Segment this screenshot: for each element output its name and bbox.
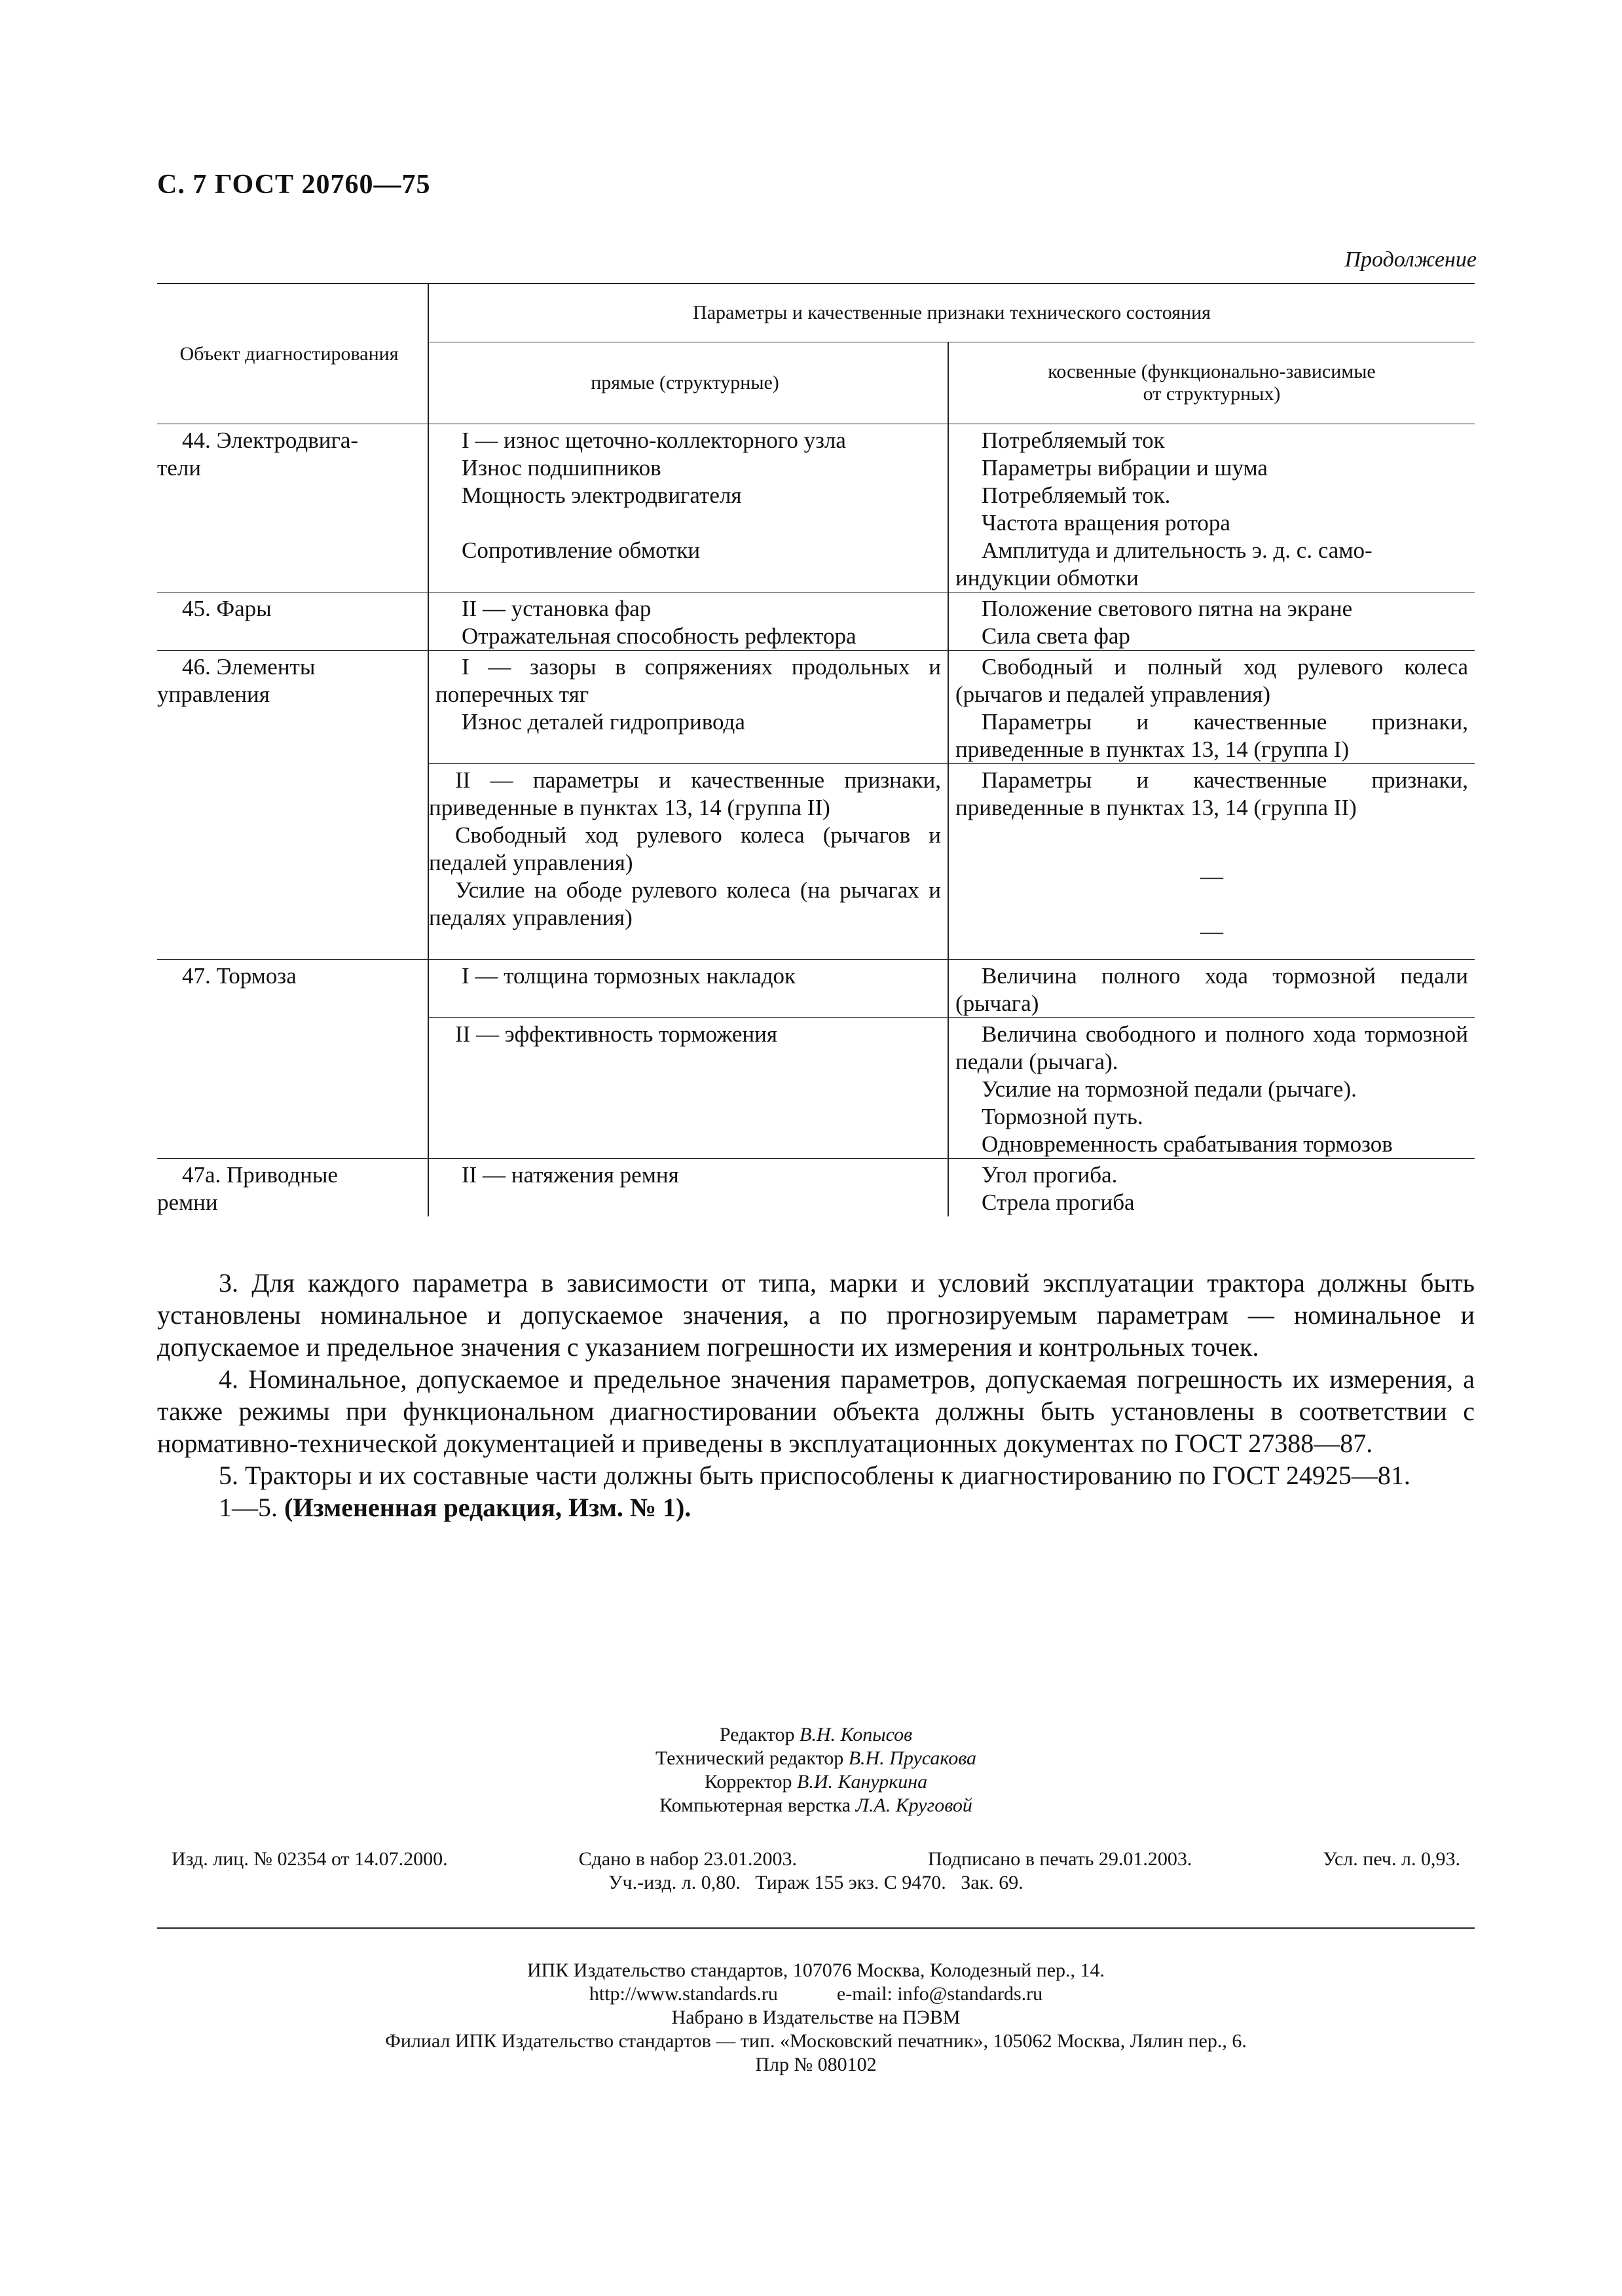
amendment-bold: (Измененная редакция, Изм. № 1). bbox=[284, 1493, 691, 1522]
object-name-line2: тели bbox=[157, 455, 202, 481]
credit-label: Компьютерная верстка bbox=[659, 1795, 851, 1816]
paragraph-5: 5. Тракторы и их составные части должны быть приспособлены к диагностированию по ГОСТ 24925—81. bbox=[219, 1461, 1410, 1490]
direct-line: II — установка фар bbox=[462, 596, 652, 621]
credits bbox=[157, 1723, 1475, 1817]
header-params: Параметры и качественные признаки технического состояния bbox=[428, 283, 1475, 342]
credit-name: В.И. Кануркина bbox=[797, 1771, 928, 1793]
indirect-line: Сила света фар bbox=[982, 623, 1130, 649]
imprint-license: Изд. лиц. № 02354 от 14.07.2000. bbox=[172, 1848, 448, 1870]
credit-tech-editor bbox=[157, 1747, 1475, 1770]
imprint-line1 bbox=[157, 1848, 1475, 1871]
publisher-contacts bbox=[157, 1982, 1475, 2006]
indirect-cell bbox=[948, 960, 1475, 1018]
direct-text: II — параметры и качественные признаки, приведенные в пунктах 13, 14 (группа II) bbox=[429, 767, 941, 820]
indirect-line: Потребляемый ток. bbox=[982, 483, 1171, 508]
indirect-text: Параметры и качественные признаки, приведенные в пунктах 13, 14 (группа I) bbox=[955, 709, 1468, 762]
publisher-email[interactable]: e-mail: info@standards.ru bbox=[836, 1983, 1043, 2005]
object-cell bbox=[157, 651, 428, 960]
table-row bbox=[157, 424, 1475, 592]
indirect-line: Параметры вибрации и шума bbox=[982, 455, 1268, 481]
table-row bbox=[157, 1159, 1475, 1217]
credit-name: В.Н. Копысов bbox=[800, 1724, 913, 1745]
direct-cell bbox=[428, 1159, 948, 1217]
indirect-cell bbox=[948, 1159, 1475, 1217]
direct-cell bbox=[428, 424, 948, 592]
direct-line: I — износ щеточно-коллекторного узла bbox=[462, 428, 846, 453]
table-row bbox=[157, 651, 1475, 764]
indirect-text: Угол прогиба. bbox=[982, 1162, 1118, 1188]
imprint-signed: Подписано в печать 29.01.2003. bbox=[927, 1848, 1192, 1870]
direct-text: Усилие на ободе рулевого колеса (на рычагах и педалях управления) bbox=[429, 877, 941, 930]
paragraph-3: 3. Для каждого параметра в зависимости от типа, марки и условий эксплуатации трактора должны быть установлены номинальное и допускаемое значения, а по прогнозируемым параметрам — номинальное и допускаемое и предельное значения с указанием погрешности их измерения и контрольных точек. bbox=[157, 1268, 1475, 1362]
credit-label: Редактор bbox=[719, 1724, 795, 1745]
indirect-text: Усилие на тормозной педали (рычаге). bbox=[982, 1076, 1357, 1102]
object-cell bbox=[157, 592, 428, 651]
direct-cell bbox=[428, 592, 948, 651]
object-name-line1: 46. Элементы bbox=[182, 654, 316, 680]
indirect-line: Частота вращения ротора bbox=[982, 510, 1230, 536]
indirect-text: Стрела прогиба bbox=[982, 1190, 1135, 1215]
object-cell bbox=[157, 1159, 428, 1217]
indirect-text: Свободный и полный ход рулевого колеса (рычагов и педалей управления) bbox=[955, 654, 1468, 707]
header-direct: прямые (структурные) bbox=[428, 342, 948, 424]
credit-label: Технический редактор bbox=[655, 1747, 844, 1769]
object-name-line1: 47а. Приводные bbox=[182, 1162, 338, 1188]
object-cell bbox=[157, 960, 428, 1159]
body-text bbox=[157, 1267, 1475, 1523]
imprint-sheets: Усл. печ. л. 0,93. bbox=[1323, 1848, 1460, 1870]
publisher-line3: Набрано в Издательстве на ПЭВМ bbox=[671, 2007, 961, 2028]
indirect-cell bbox=[948, 764, 1475, 960]
header-indirect-line2: от структурных) bbox=[1143, 383, 1281, 405]
object-name-line2: управления bbox=[157, 682, 270, 707]
imprint-sent: Сдано в набор 23.01.2003. bbox=[578, 1848, 798, 1870]
header-indirect bbox=[948, 342, 1475, 424]
indirect-dash: — bbox=[1200, 919, 1223, 944]
direct-cell bbox=[428, 764, 948, 960]
publisher-line1: ИПК Издательство стандартов, 107076 Москва, Колодезный пер., 14. bbox=[526, 1959, 1105, 1981]
amendment-prefix: 1—5. bbox=[219, 1493, 284, 1522]
direct-cell bbox=[428, 960, 948, 1018]
credit-name: В.Н. Прусакова bbox=[848, 1747, 977, 1769]
direct-text: Износ деталей гидропривода bbox=[462, 709, 745, 735]
indirect-cell bbox=[948, 1018, 1475, 1159]
diagnostics-table bbox=[157, 283, 1475, 1216]
indirect-dash: — bbox=[1200, 864, 1223, 889]
indirect-cell bbox=[948, 424, 1475, 592]
publisher-url[interactable]: http://www.standards.ru bbox=[589, 1983, 778, 2005]
direct-text: II — натяжения ремня bbox=[462, 1162, 679, 1188]
direct-text: II — эффективность торможения bbox=[455, 1021, 777, 1047]
imprint-line2: Уч.-изд. л. 0,80. Тираж 155 экз. С 9470. Зак. 69. bbox=[608, 1872, 1023, 1893]
direct-line: Отражательная способность рефлектора bbox=[462, 623, 857, 649]
direct-text: I — толщина тормозных накладок bbox=[462, 963, 796, 989]
credit-corrector bbox=[157, 1770, 1475, 1794]
imprint bbox=[157, 1848, 1475, 1895]
credit-name: Л.А. Круговой bbox=[855, 1795, 972, 1816]
header-object bbox=[157, 283, 428, 424]
indirect-cell bbox=[948, 592, 1475, 651]
direct-text: I — зазоры в сопряжениях продольных и поперечных тяг bbox=[435, 654, 941, 707]
direct-cell bbox=[428, 651, 948, 764]
header-indirect-line1: косвенные (функционально-зависимые bbox=[1048, 361, 1376, 382]
indirect-text: Тормозной путь. bbox=[982, 1104, 1143, 1129]
indirect-text: Величина полного хода тормозной педали (рычага) bbox=[955, 963, 1468, 1016]
amendment-note bbox=[157, 1491, 1475, 1523]
header-object-text: Объект диагностирования bbox=[179, 342, 399, 365]
paragraph-4: 4. Номинальное, допускаемое и предельное значения параметров, допускаемая погрешность их измерения, а также режимы при функциональном диагностировании объекта должны быть установлены в соответствии с нормативно-технической документацией и приведены в эксплуатационных документах по ГОСТ 27388—87. bbox=[157, 1364, 1475, 1458]
indirect-text: Параметры и качественные признаки, приведенные в пунктах 13, 14 (группа II) bbox=[955, 767, 1468, 820]
publisher-line4: Филиал ИПК Издательство стандартов — тип. «Московский печатник», 105062 Москва, Лялин пер., 6. bbox=[385, 2030, 1247, 2052]
indirect-cell bbox=[948, 651, 1475, 764]
table-row bbox=[157, 960, 1475, 1018]
object-name-line1: 44. Электродвига- bbox=[182, 428, 359, 453]
object-name-line1: 47. Тормоза bbox=[182, 963, 297, 989]
object-cell bbox=[157, 424, 428, 592]
credit-editor bbox=[157, 1723, 1475, 1747]
object-name-line1: 45. Фары bbox=[182, 596, 272, 621]
indirect-line: Амплитуда и длительность э. д. с. само- bbox=[982, 538, 1373, 563]
direct-text: Свободный ход рулевого колеса (рычагов и педалей управления) bbox=[429, 822, 941, 875]
direct-line: Износ подшипников bbox=[462, 455, 661, 481]
continuation-label: Продолжение bbox=[1344, 247, 1477, 272]
indirect-text: Величина свободного и полного хода тормозной педали (рычага). bbox=[955, 1021, 1468, 1074]
object-name-line2: ремни bbox=[157, 1190, 218, 1215]
publisher-info bbox=[157, 1959, 1475, 2077]
publisher-line5: Плр № 080102 bbox=[755, 2054, 877, 2075]
page-header-title: С. 7 ГОСТ 20760—75 bbox=[157, 170, 431, 200]
direct-cell bbox=[428, 1018, 948, 1159]
credit-layout bbox=[157, 1794, 1475, 1817]
direct-line-blank bbox=[435, 509, 941, 537]
credit-label: Корректор bbox=[704, 1771, 792, 1793]
direct-line: Мощность электродвигателя bbox=[462, 483, 742, 508]
divider bbox=[157, 1927, 1475, 1929]
indirect-line: Положение светового пятна на экране bbox=[982, 596, 1353, 621]
table-row bbox=[157, 592, 1475, 651]
indirect-text: Одновременность срабатывания тормозов bbox=[982, 1131, 1393, 1157]
table-header-row bbox=[157, 283, 1475, 342]
direct-line: Сопротивление обмотки bbox=[462, 538, 701, 563]
indirect-line: Потребляемый ток bbox=[982, 428, 1165, 453]
indirect-line: индукции обмотки bbox=[955, 565, 1139, 591]
